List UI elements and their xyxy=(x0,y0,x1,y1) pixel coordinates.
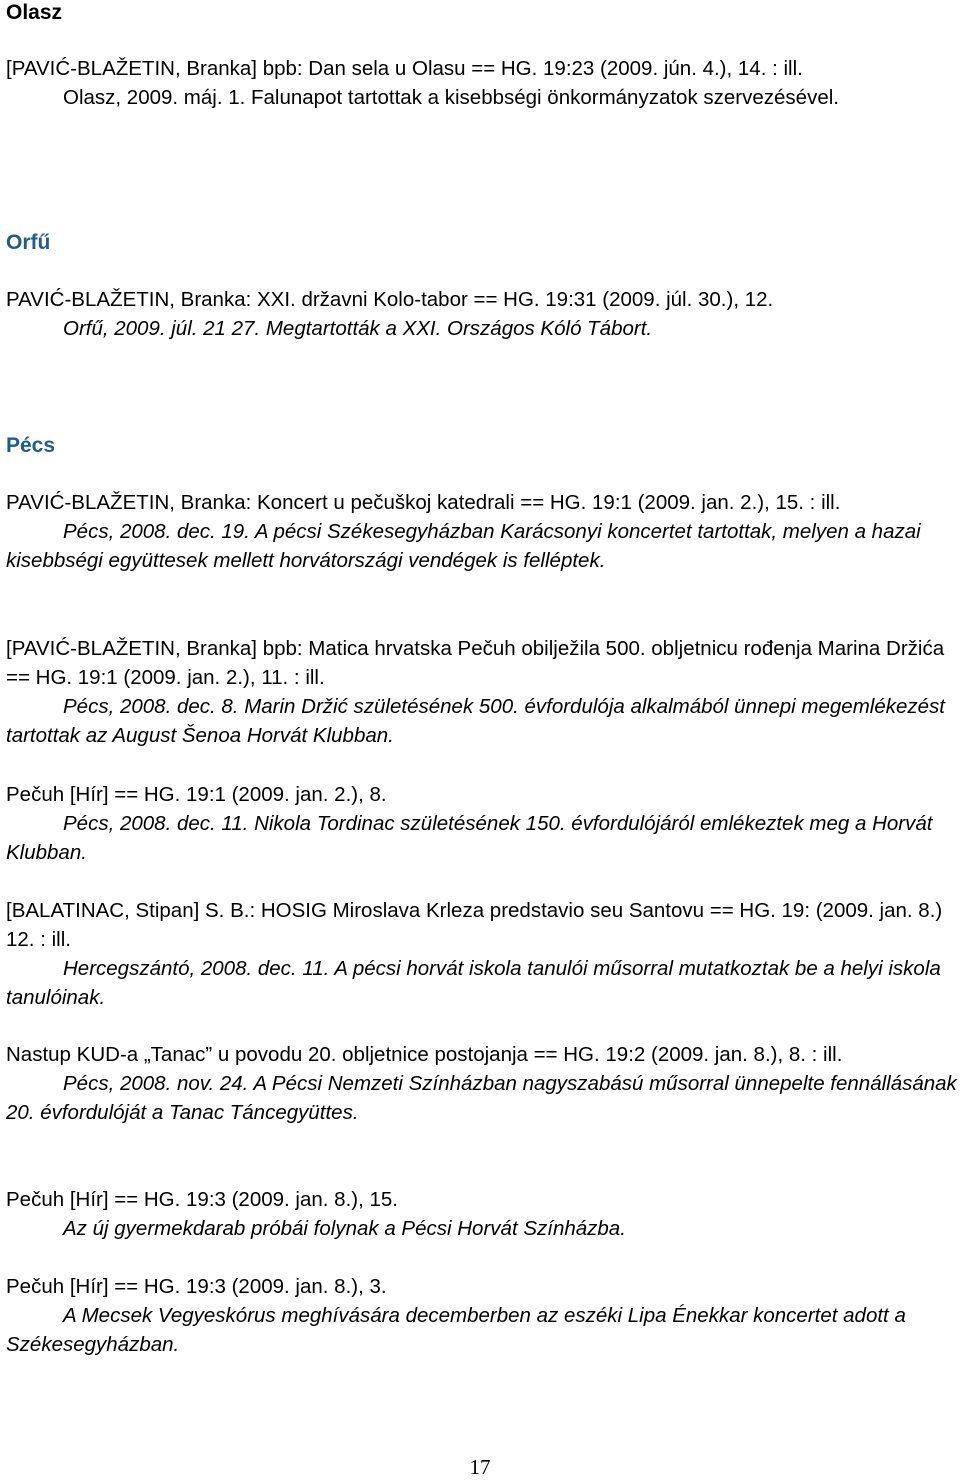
entry-pecs-4 xyxy=(6,896,958,1012)
entry-citation: Pečuh [Hír] == HG. 19:3 (2009. jan. 8.), 3. xyxy=(6,1275,387,1298)
entry-annotation: Orfű, 2009. júl. 21 27. Megtartották a XXI. Országos Kóló Tábort. xyxy=(63,317,653,340)
entry-pecs-2 xyxy=(6,634,958,750)
entry-annotation: Pécs, 2008. dec. 11. Nikola Tordinac születésének 150. évfordulójáról emlékeztek meg a Horvát Klubban. xyxy=(6,812,933,864)
entry-citation: [BALATINAC, Stipan] S. B.: HOSIG Miroslava Krleza predstavio seu Santovu == HG. 19: (2009. jan. 8.) 12. : ill. xyxy=(6,899,943,951)
entry-orfu-1 xyxy=(6,285,958,343)
entry-pecs-1 xyxy=(6,488,958,575)
entry-citation: [PAVIĆ-BLAŽETIN, Branka] bpb: Dan sela u Olasu == HG. 19:23 (2009. jún. 4.), 14. : ill. xyxy=(6,57,803,80)
entry-citation: Nastup KUD-a „Tanac” u povodu 20. obljetnice postojanja == HG. 19:2 (2009. jan. 8.), 8. : ill. xyxy=(6,1043,843,1066)
entry-citation: [PAVIĆ-BLAŽETIN, Branka] bpb: Matica hrvatska Pečuh obilježila 500. obljetnicu rođenja Marina Držića == HG. 19:1 (2009. jan. 2.), 11. : ill. xyxy=(6,637,945,689)
entry-annotation: Pécs, 2008. nov. 24. A Pécsi Nemzeti Színházban nagyszabású műsorral ünnepelte fennállásának 20. évfordulóját a Tanac Táncegyüttes. xyxy=(6,1072,957,1124)
page-number: 17 xyxy=(469,1455,491,1479)
entry-annotation: Hercegszántó, 2008. dec. 11. A pécsi horvát iskola tanulói műsorral mutatkoztak be a helyi iskola tanulóinak. xyxy=(6,957,941,1009)
entry-citation: Pečuh [Hír] == HG. 19:3 (2009. jan. 8.), 15. xyxy=(6,1188,398,1211)
entry-citation: PAVIĆ-BLAŽETIN, Branka: XXI. državni Kolo-tabor == HG. 19:31 (2009. júl. 30.), 12. xyxy=(6,288,774,311)
entry-pecs-7 xyxy=(6,1272,958,1359)
entry-annotation: Pécs, 2008. dec. 19. A pécsi Székesegyházban Karácsonyi koncertet tartottak, melyen a hazai kisebbségi együttesek mellett horvátországi vendégek is felléptek. xyxy=(6,520,921,572)
entry-pecs-5 xyxy=(6,1040,958,1127)
entry-annotation: Az új gyermekdarab próbái folynak a Pécsi Horvát Színházba. xyxy=(63,1217,626,1240)
section-heading-pecs: Pécs xyxy=(6,434,56,457)
entry-citation: PAVIĆ-BLAŽETIN, Branka: Koncert u pečuškoj katedrali == HG. 19:1 (2009. jan. 2.), 15. : ill. xyxy=(6,491,841,514)
entry-pecs-3 xyxy=(6,780,958,867)
entry-pecs-6 xyxy=(6,1185,958,1243)
entry-annotation: Olasz, 2009. máj. 1. Falunapot tartottak a kisebbségi önkormányzatok szervezésével. xyxy=(63,86,839,109)
entry-annotation: Pécs, 2008. dec. 8. Marin Držić születésének 500. évfordulója alkalmából ünnepi megemlékezést tartottak az August Šenoa Horvát Klubban. xyxy=(6,695,945,747)
entry-annotation: A Mecsek Vegyeskórus meghívására decemberben az eszéki Lipa Énekkar koncertet adott a Székesegyházban. xyxy=(6,1304,906,1356)
section-heading-olasz: Olasz xyxy=(6,1,63,24)
section-heading-orfu: Orfű xyxy=(6,231,51,254)
entry-olasz-1 xyxy=(6,54,958,112)
entry-citation: Pečuh [Hír] == HG. 19:1 (2009. jan. 2.), 8. xyxy=(6,783,387,806)
